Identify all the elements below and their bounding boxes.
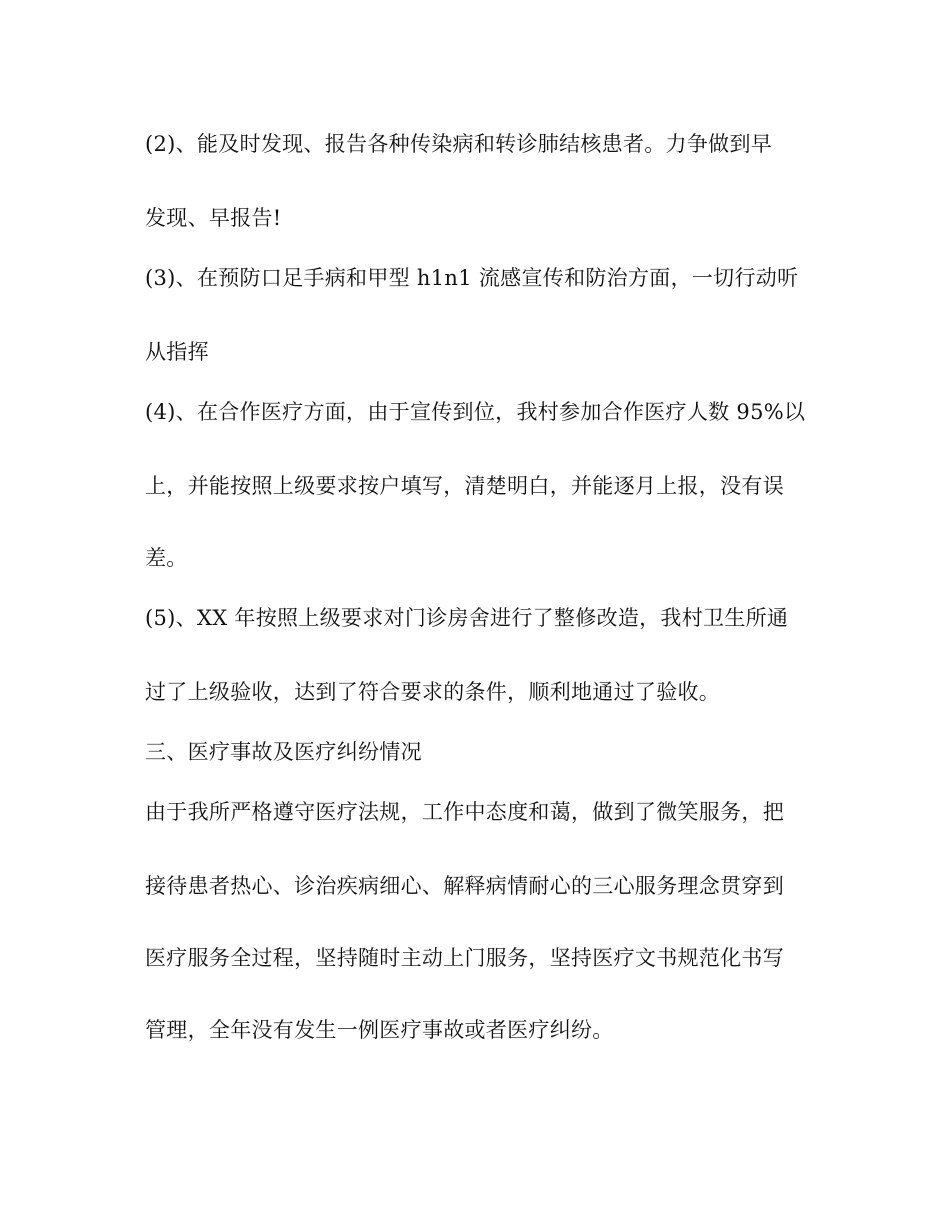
- text-line: 管理，全年没有发生一例医疗事故或者医疗纠纷。: [145, 1018, 614, 1042]
- text-line: 发现、早报告!: [145, 206, 282, 230]
- text-line: 由于我所严格遵守医疗法规，工作中态度和蔼，做到了微笑服务，把: [145, 800, 784, 824]
- text-line: (5)、XX 年按照上级要求对门诊房舍进行了整修改造，我村卫生所通: [145, 606, 789, 630]
- text-line: 从指挥: [145, 340, 209, 364]
- text-line: (4)、在合作医疗方面，由于宣传到位，我村参加合作医疗人数 95%以: [145, 400, 806, 424]
- text-line: (2)、能及时发现、报告各种传染病和转诊肺结核患者。力争做到早: [145, 132, 773, 156]
- text-line: 接待患者热心、诊治疾病细心、解释病情耐心的三心服务理念贯穿到: [145, 874, 784, 898]
- section-heading: 三、医疗事故及医疗纠纷情况: [145, 740, 422, 764]
- text-line: 差。: [145, 546, 188, 570]
- text-line: 医疗服务全过程，坚持随时主动上门服务，坚持医疗文书规范化书写: [145, 946, 784, 970]
- text-line: 上，并能按照上级要求按户填写，清楚明白，并能逐月上报，没有误: [145, 474, 784, 498]
- text-line: 过了上级验收，达到了符合要求的条件，顺利地通过了验收。: [145, 680, 721, 704]
- text-line: (3)、在预防口足手病和甲型 h1n1 流感宣传和防治方面，一切行动听: [145, 266, 799, 290]
